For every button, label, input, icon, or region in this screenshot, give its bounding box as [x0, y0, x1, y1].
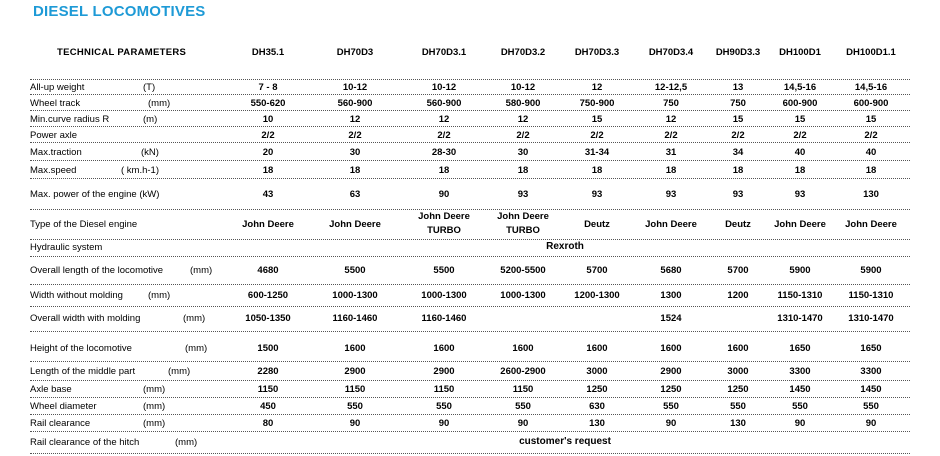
table-cell: 13 — [732, 82, 744, 93]
row-unit: ( km.h-1) — [121, 165, 159, 176]
row-label: Rail clearance of the hitch — [30, 437, 140, 448]
table-cell: 600-1250 — [247, 290, 289, 301]
table-cell: 5680 — [660, 265, 682, 276]
row-label: Overall length of the locomotive — [30, 265, 164, 276]
table-cell: 1600 — [727, 343, 749, 354]
table-cell: 10-12 — [342, 82, 368, 93]
table-cell: 1250 — [586, 384, 608, 395]
table-cell: 1250 — [660, 384, 682, 395]
column-header-dh70d3-4: DH70D3.4 — [648, 47, 694, 58]
table-cell: 550 — [347, 401, 363, 412]
table-row-overall-length-of-the-locomotive — [30, 257, 910, 285]
table-cell: 1000-1300 — [421, 290, 467, 301]
row-unit: (kN) — [141, 147, 159, 158]
table-row-power-axle — [30, 127, 910, 143]
table-cell: 14,5-16 — [854, 82, 888, 93]
table-cell: 1650 — [860, 343, 882, 354]
table-cell: 1450 — [860, 384, 882, 395]
table-cell: 560-900 — [426, 98, 462, 109]
table-cell: 20 — [262, 147, 274, 158]
table-cell: John Deere TURBO — [497, 211, 549, 236]
table-cell: 2/2 — [664, 130, 678, 141]
table-cell: 5900 — [789, 265, 811, 276]
table-row-width-without-molding — [30, 285, 910, 307]
table-cell: 4680 — [257, 265, 279, 276]
table-cell: 18 — [349, 165, 361, 176]
table-cell: 12 — [349, 114, 361, 125]
table-cell: 3300 — [789, 366, 811, 377]
table-cell: 1000-1300 — [332, 290, 378, 301]
table-cell: John Deere — [329, 219, 381, 230]
table-cell: 5700 — [727, 265, 749, 276]
table-cell: 12-12,5 — [654, 82, 688, 93]
table-cell: 34 — [732, 147, 744, 158]
table-cell: 2/2 — [864, 130, 878, 141]
table-cell: 10 — [262, 114, 274, 125]
table-cell: 1524 — [660, 313, 682, 324]
table-row-overall-width-with-molding — [30, 307, 910, 332]
table-cell: 18 — [591, 165, 603, 176]
table-cell: 600-900 — [782, 98, 818, 109]
table-cell: 15 — [865, 114, 877, 125]
table-row-rail-clearance-of-the-hitch — [30, 432, 910, 454]
table-cell: 10-12 — [431, 82, 457, 93]
table-cell: 550 — [863, 401, 879, 412]
table-cell: 600-900 — [853, 98, 889, 109]
table-cell: 40 — [794, 147, 806, 158]
row-label: Min.curve radius R — [30, 114, 110, 125]
table-cell: 18 — [438, 165, 450, 176]
table-cell: 31 — [665, 147, 677, 158]
row-label: Wheel diameter — [30, 401, 97, 412]
row-unit: (mm) — [175, 437, 198, 448]
table-cell: 93 — [794, 189, 806, 200]
column-header-dh90d3-3: DH90D3.3 — [715, 47, 761, 58]
table-cell: 2/2 — [516, 130, 530, 141]
row-unit: (mm) — [143, 401, 166, 412]
table-cell: 18 — [262, 165, 274, 176]
table-cell: 90 — [438, 418, 450, 429]
table-row-max-power-of-the-engine-kw — [30, 179, 910, 210]
table-cell: 1310-1470 — [848, 313, 894, 324]
table-cell: 1150-1310 — [848, 290, 894, 301]
table-cell: 90 — [665, 418, 677, 429]
row-label: Wheel track — [30, 98, 81, 109]
parameters-header: TECHNICAL PARAMETERS — [57, 47, 187, 58]
table-row-type-of-the-diesel-engine — [30, 210, 910, 240]
table-cell: 40 — [865, 147, 877, 158]
table-cell: 130 — [730, 418, 746, 429]
table-cell: 90 — [794, 418, 806, 429]
table-cell: John Deere — [242, 219, 294, 230]
table-cell: 5200-5500 — [500, 265, 546, 276]
page-title: DIESEL LOCOMOTIVES — [33, 3, 206, 20]
table-cell: Deutz — [725, 219, 751, 230]
table-cell: 1250 — [727, 384, 749, 395]
table-cell: 10-12 — [510, 82, 536, 93]
table-cell: 80 — [262, 418, 274, 429]
table-cell: 5500 — [344, 265, 366, 276]
row-label: Rail clearance — [30, 418, 91, 429]
spanning-value: customer's request — [519, 436, 611, 447]
table-row-wheel-track — [30, 95, 910, 111]
table-cell: 1200 — [727, 290, 749, 301]
row-label: Max.speed — [30, 165, 77, 176]
row-label: Overall width with molding — [30, 313, 141, 324]
table-row-wheel-diameter — [30, 398, 910, 415]
table-cell: 2900 — [433, 366, 455, 377]
table-cell: 1150-1310 — [777, 290, 823, 301]
table-cell: 750 — [730, 98, 746, 109]
row-label: Hydraulic system — [30, 242, 103, 253]
table-cell: 560-900 — [337, 98, 373, 109]
row-label: Power axle — [30, 130, 77, 141]
table-row-max-speed — [30, 161, 910, 179]
table-cell: 18 — [865, 165, 877, 176]
table-cell: 18 — [732, 165, 744, 176]
table-cell: 2/2 — [437, 130, 451, 141]
column-header-dh70d3-2: DH70D3.2 — [500, 47, 546, 58]
table-row-axle-base — [30, 381, 910, 398]
row-label: Length of the middle part — [30, 366, 136, 377]
table-cell: John Deere — [774, 219, 826, 230]
table-cell: 12 — [438, 114, 450, 125]
table-row-max-traction — [30, 143, 910, 161]
table-cell: 550-620 — [250, 98, 286, 109]
table-cell: 2600-2900 — [500, 366, 546, 377]
row-label: Type of the Diesel engine — [30, 219, 138, 230]
column-header-dh35-1: DH35.1 — [251, 47, 285, 58]
table-cell: 15 — [591, 114, 603, 125]
table-cell: 1150 — [344, 384, 366, 395]
table-cell: 750 — [663, 98, 679, 109]
table-row-hydraulic-system — [30, 240, 910, 257]
table-cell: 130 — [863, 189, 879, 200]
table-cell: 1160-1460 — [421, 313, 467, 324]
table-cell: 3000 — [586, 366, 608, 377]
table-cell: 15 — [794, 114, 806, 125]
table-cell: 550 — [663, 401, 679, 412]
column-header-dh100d1-1: DH100D1.1 — [846, 47, 896, 58]
table-cell: 15 — [732, 114, 744, 125]
table-cell: 12 — [665, 114, 677, 125]
table-cell: 550 — [792, 401, 808, 412]
table-cell: 7 - 8 — [258, 82, 278, 93]
table-cell: 1150 — [512, 384, 534, 395]
table-cell: 630 — [589, 401, 605, 412]
table-cell: 1300 — [660, 290, 682, 301]
row-unit: (T) — [143, 82, 156, 93]
table-cell: 18 — [665, 165, 677, 176]
table-cell: 18 — [517, 165, 529, 176]
row-label: Height of the locomotive — [30, 343, 132, 354]
table-row-min-curve-radius-r — [30, 111, 910, 127]
table-cell: 2/2 — [590, 130, 604, 141]
table-cell: Deutz — [584, 219, 610, 230]
table-cell: 2/2 — [731, 130, 745, 141]
table-cell: 1150 — [257, 384, 279, 395]
table-cell: 12 — [591, 82, 603, 93]
table-cell: 90 — [438, 189, 450, 200]
table-cell: 31-34 — [584, 147, 610, 158]
table-cell: 2/2 — [348, 130, 362, 141]
table-cell: 90 — [517, 418, 529, 429]
table-cell: 5700 — [586, 265, 608, 276]
table-cell: 90 — [349, 418, 361, 429]
table-row-all-up-weight — [30, 79, 910, 95]
table-cell: 12 — [517, 114, 529, 125]
table-cell: 93 — [591, 189, 603, 200]
table-cell: 2280 — [257, 366, 279, 377]
row-label: Max.traction — [30, 147, 82, 158]
spanning-value: Rexroth — [546, 241, 584, 252]
row-unit: (mm) — [148, 290, 171, 301]
table-cell: 1160-1460 — [332, 313, 378, 324]
table-cell: 1310-1470 — [777, 313, 823, 324]
row-label: All-up weight — [30, 82, 85, 93]
table-cell: 63 — [349, 189, 361, 200]
table-cell: 2/2 — [261, 130, 275, 141]
table-cell: 1150 — [433, 384, 455, 395]
table-cell: 550 — [730, 401, 746, 412]
table-cell: 5900 — [860, 265, 882, 276]
table-cell: 550 — [436, 401, 452, 412]
table-cell: 93 — [517, 189, 529, 200]
column-header-dh100d1: DH100D1 — [779, 47, 821, 58]
table-cell: 30 — [349, 147, 361, 158]
table-cell: 93 — [665, 189, 677, 200]
table-cell: 30 — [517, 147, 529, 158]
table-cell: 28-30 — [431, 147, 457, 158]
column-header-dh70d3: DH70D3 — [336, 47, 374, 58]
table-cell: 130 — [589, 418, 605, 429]
table-cell: 1450 — [789, 384, 811, 395]
table-row-length-of-the-middle-part — [30, 362, 910, 381]
table-cell: 1600 — [344, 343, 366, 354]
table-cell: 14,5-16 — [783, 82, 817, 93]
row-unit: (mm) — [143, 384, 166, 395]
table-cell: 1650 — [789, 343, 811, 354]
table-cell: 1000-1300 — [500, 290, 546, 301]
table-row-height-of-the-locomotive — [30, 332, 910, 362]
row-unit: (mm) — [168, 366, 191, 377]
table-cell: 1200-1300 — [574, 290, 620, 301]
row-unit: (mm) — [148, 98, 171, 109]
table-cell: 3000 — [727, 366, 749, 377]
table-cell: 2/2 — [793, 130, 807, 141]
table-cell: 2900 — [660, 366, 682, 377]
column-header-dh70d3-1: DH70D3.1 — [421, 47, 467, 58]
table-cell: 1600 — [586, 343, 608, 354]
row-unit: (mm) — [185, 343, 208, 354]
table-cell: John Deere — [645, 219, 697, 230]
table-row-rail-clearance — [30, 415, 910, 432]
table-cell: 580-900 — [505, 98, 541, 109]
table-cell: 1600 — [660, 343, 682, 354]
row-unit: (mm) — [183, 313, 206, 324]
table-cell: 1600 — [433, 343, 455, 354]
table-cell: 2900 — [344, 366, 366, 377]
table-cell: 93 — [732, 189, 744, 200]
row-label: Axle base — [30, 384, 72, 395]
table-cell: 90 — [865, 418, 877, 429]
table-cell: 450 — [260, 401, 276, 412]
table-cell: 550 — [515, 401, 531, 412]
row-label: Max. power of the engine (kW) — [30, 189, 160, 200]
table-cell: 1600 — [512, 343, 534, 354]
table-cell: 1050-1350 — [245, 313, 291, 324]
table-cell: John Deere TURBO — [418, 211, 470, 236]
table-cell: 1500 — [257, 343, 279, 354]
column-header-dh70d3-3: DH70D3.3 — [574, 47, 620, 58]
table-cell: 18 — [794, 165, 806, 176]
table-cell: 5500 — [433, 265, 455, 276]
row-unit: (mm) — [143, 418, 166, 429]
row-unit: (m) — [143, 114, 158, 125]
table-cell: John Deere — [845, 219, 897, 230]
table-cell: 750-900 — [579, 98, 615, 109]
row-unit: (mm) — [190, 265, 213, 276]
table-cell: 43 — [262, 189, 274, 200]
row-label: Width without molding — [30, 290, 123, 301]
table-cell: 3300 — [860, 366, 882, 377]
